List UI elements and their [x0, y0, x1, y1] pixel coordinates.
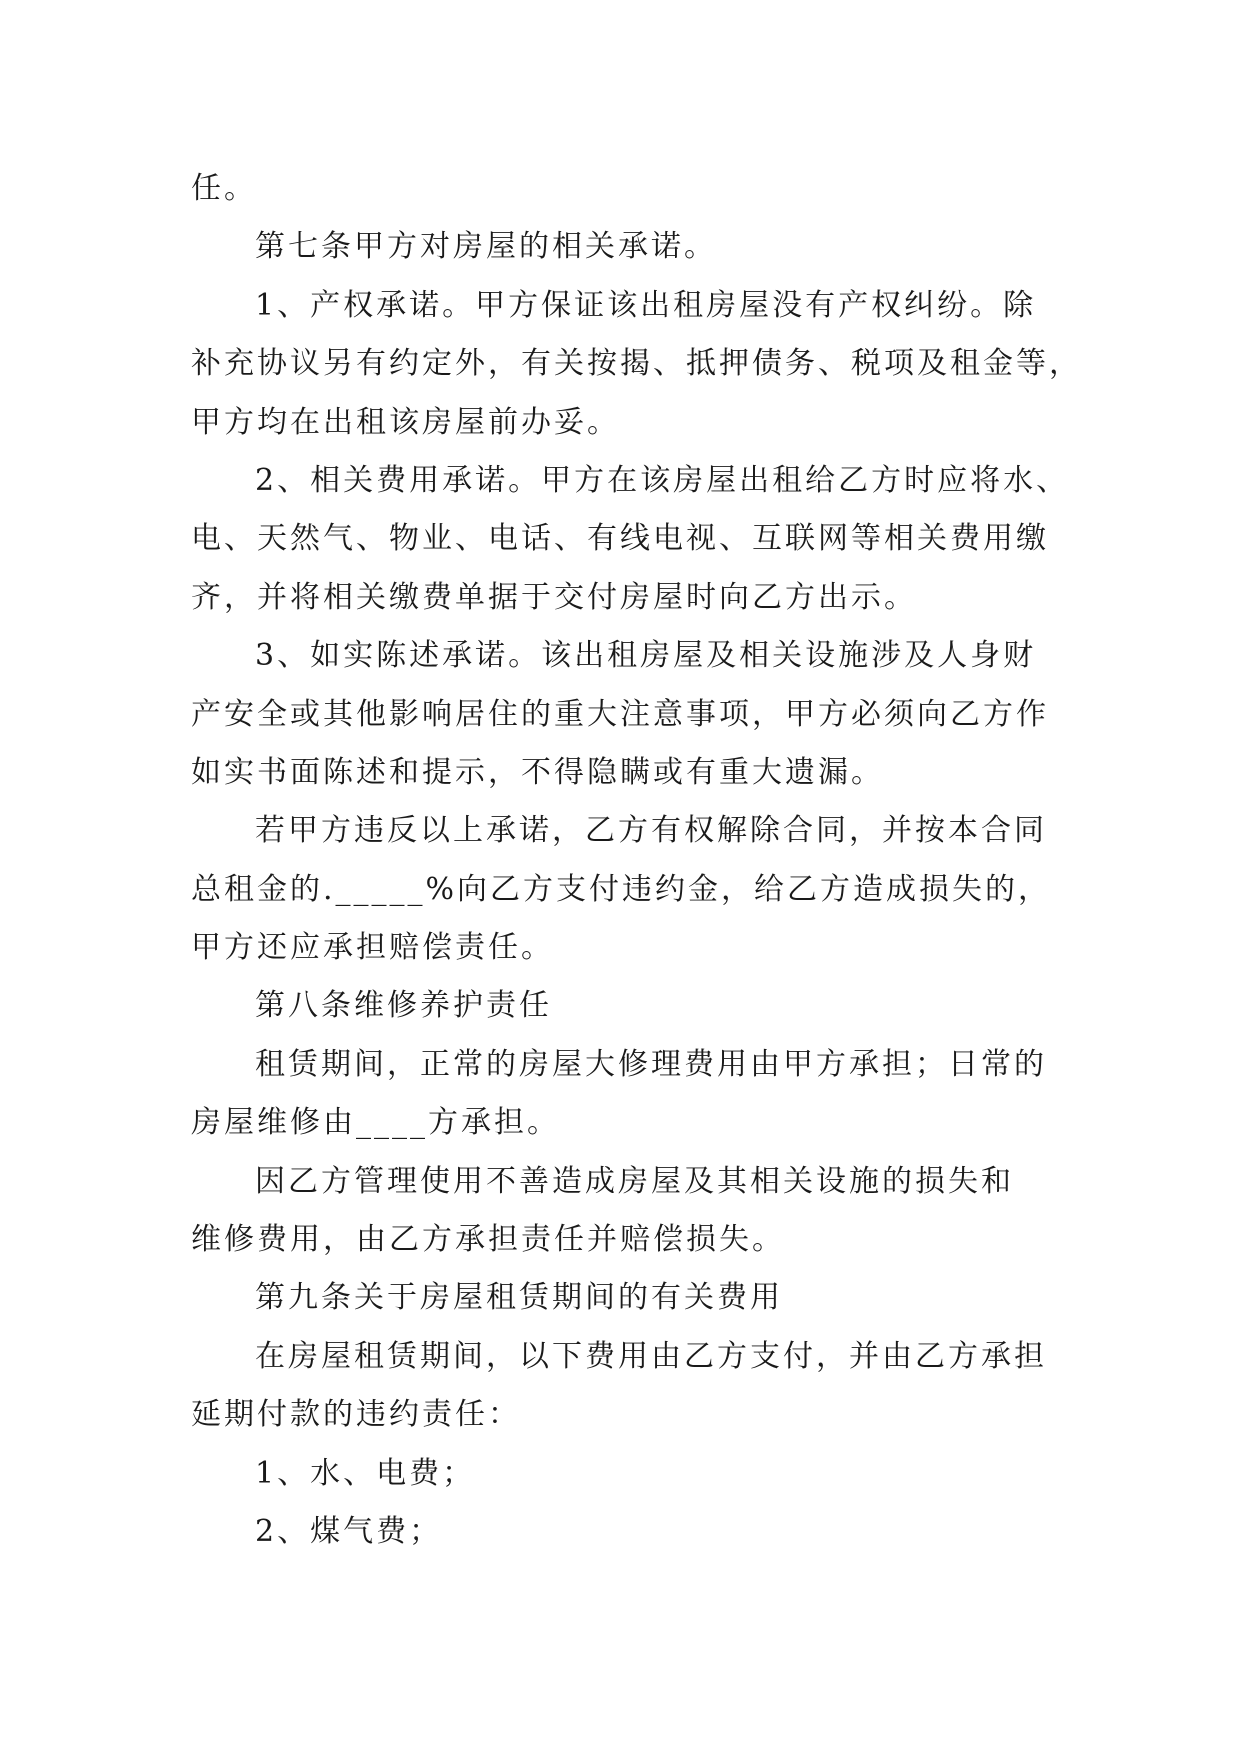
paragraph-line: 电、天然气、物业、电话、有线电视、互联网等相关费用缴	[191, 521, 1049, 557]
paragraph-line: 1、产权承诺。甲方保证该出租房屋没有产权纠纷。除	[255, 287, 1037, 323]
paragraph-line: 在房屋租赁期间，以下费用由乙方支付，并由乙方承担	[255, 1338, 1047, 1374]
paragraph-line: 总租金的._____%向乙方支付违约金，给乙方造成损失的，	[191, 871, 1052, 907]
paragraph-line: 租赁期间，正常的房屋大修理费用由甲方承担；日常的	[255, 1046, 1047, 1082]
section-heading: 第七条甲方对房屋的相关承诺。	[255, 229, 717, 265]
section-heading: 第八条维修养护责任	[255, 988, 552, 1024]
paragraph-line: 房屋维修由____方承担。	[191, 1105, 560, 1141]
paragraph-line: 因乙方管理使用不善造成房屋及其相关设施的损失和	[255, 1163, 1014, 1199]
paragraph-line: 产安全或其他影响居住的重大注意事项，甲方必须向乙方作	[191, 696, 1049, 732]
paragraph-line: 3、如实陈述承诺。该出租房屋及相关设施涉及人身财	[255, 638, 1037, 674]
paragraph-line: 甲方均在出租该房屋前办妥。	[191, 404, 620, 440]
paragraph-line: 若甲方违反以上承诺，乙方有权解除合同，并按本合同	[255, 813, 1047, 849]
paragraph-line: 延期付款的违约责任：	[191, 1397, 521, 1433]
paragraph-line: 2、相关费用承诺。甲方在该房屋出租给乙方时应将水、	[255, 462, 1070, 498]
paragraph-line: 补充协议另有约定外，有关按揭、抵押债务、税项及租金等，	[191, 346, 1082, 382]
text-line: 任。	[191, 171, 257, 206]
paragraph-line: 甲方还应承担赔偿责任。	[191, 930, 554, 966]
list-item: 2、煤气费；	[255, 1513, 443, 1549]
paragraph-line: 齐，并将相关缴费单据于交付房屋时向乙方出示。	[191, 579, 917, 615]
document-body	[191, 160, 1082, 1561]
list-item: 1、水、电费；	[255, 1455, 476, 1491]
paragraph-line: 如实书面陈述和提示，不得隐瞒或有重大遗漏。	[191, 754, 884, 790]
section-heading: 第九条关于房屋租赁期间的有关费用	[255, 1280, 783, 1316]
paragraph-line: 维修费用，由乙方承担责任并赔偿损失。	[191, 1222, 785, 1258]
